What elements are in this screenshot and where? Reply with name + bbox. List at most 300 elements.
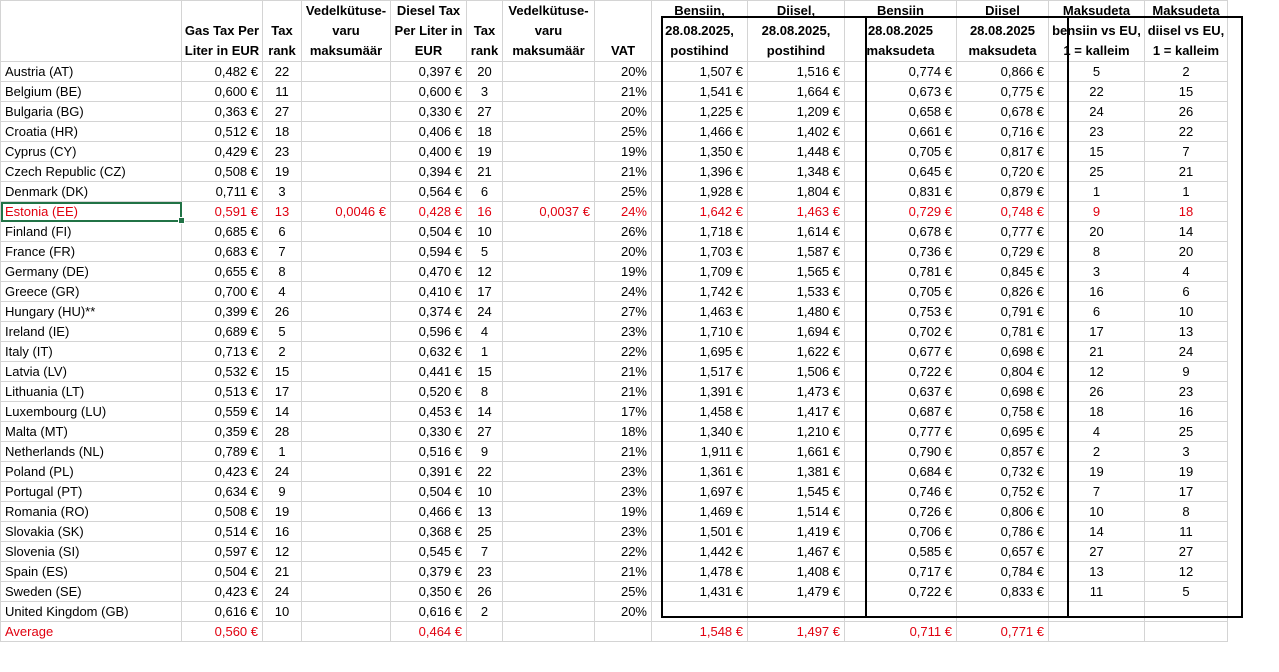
cell-vat[interactable]	[595, 622, 652, 642]
cell-diesel-pump-price[interactable]: 1,587 €	[748, 242, 845, 262]
cell-diesel-tax[interactable]: 0,470 €	[391, 262, 467, 282]
cell-diesel-tax[interactable]: 0,330 €	[391, 102, 467, 122]
cell-petrol-pretax-price[interactable]: 0,585 €	[845, 542, 957, 562]
cell-country[interactable]: Italy (IT)	[1, 342, 182, 362]
cell-gas-reserve-rate[interactable]	[302, 442, 391, 462]
cell-petrol-pretax-rank[interactable]: 10	[1049, 502, 1145, 522]
cell-diesel-pretax-rank[interactable]: 11	[1145, 522, 1228, 542]
cell-country[interactable]: Malta (MT)	[1, 422, 182, 442]
cell-petrol-pump-price[interactable]: 1,463 €	[652, 302, 748, 322]
cell-petrol-pump-price[interactable]: 1,501 €	[652, 522, 748, 542]
cell-gas-tax[interactable]: 0,514 €	[182, 522, 263, 542]
cell-gas-reserve-rate[interactable]	[302, 162, 391, 182]
cell-diesel-pump-price[interactable]: 1,533 €	[748, 282, 845, 302]
cell-gas-tax-rank[interactable]: 13	[263, 202, 302, 222]
cell-petrol-pretax-rank[interactable]: 16	[1049, 282, 1145, 302]
cell-diesel-tax[interactable]: 0,596 €	[391, 322, 467, 342]
cell-diesel-tax-rank[interactable]: 21	[467, 162, 503, 182]
cell-diesel-tax[interactable]: 0,466 €	[391, 502, 467, 522]
cell-country[interactable]: Slovenia (SI)	[1, 542, 182, 562]
cell-gas-reserve-rate[interactable]	[302, 82, 391, 102]
cell-gas-tax-rank[interactable]: 1	[263, 442, 302, 462]
cell-diesel-pretax-rank[interactable]: 4	[1145, 262, 1228, 282]
cell-petrol-pump-price[interactable]: 1,911 €	[652, 442, 748, 462]
cell-gas-tax-rank[interactable]: 24	[263, 582, 302, 602]
cell-diesel-tax-rank[interactable]: 7	[467, 542, 503, 562]
cell-petrol-pretax-rank[interactable]: 5	[1049, 62, 1145, 82]
cell-diesel-pretax-price[interactable]: 0,784 €	[957, 562, 1049, 582]
cell-gas-tax-rank[interactable]: 8	[263, 262, 302, 282]
header-country[interactable]	[1, 1, 182, 62]
cell-diesel-pretax-price[interactable]: 0,857 €	[957, 442, 1049, 462]
cell-petrol-pump-price[interactable]: 1,742 €	[652, 282, 748, 302]
cell-petrol-pretax-rank[interactable]: 6	[1049, 302, 1145, 322]
cell-diesel-reserve-rate[interactable]	[503, 242, 595, 262]
cell-gas-reserve-rate[interactable]	[302, 242, 391, 262]
cell-diesel-pump-price[interactable]: 1,348 €	[748, 162, 845, 182]
cell-diesel-pump-price[interactable]: 1,448 €	[748, 142, 845, 162]
cell-vat[interactable]: 25%	[595, 122, 652, 142]
cell-country[interactable]: Sweden (SE)	[1, 582, 182, 602]
cell-gas-tax[interactable]: 0,685 €	[182, 222, 263, 242]
cell-country[interactable]: Netherlands (NL)	[1, 442, 182, 462]
header-diesel-reserve-rate[interactable]: Vedelkütuse-varu maksumäär	[503, 1, 595, 62]
cell-petrol-pump-price[interactable]: 1,361 €	[652, 462, 748, 482]
header-gas-tax-rank[interactable]: Tax rank	[263, 1, 302, 62]
cell-diesel-pump-price[interactable]: 1,565 €	[748, 262, 845, 282]
cell-petrol-pretax-price[interactable]: 0,729 €	[845, 202, 957, 222]
cell-diesel-tax[interactable]: 0,350 €	[391, 582, 467, 602]
cell-diesel-tax-rank[interactable]: 6	[467, 182, 503, 202]
cell-petrol-pretax-price[interactable]: 0,777 €	[845, 422, 957, 442]
cell-country[interactable]: Latvia (LV)	[1, 362, 182, 382]
cell-petrol-pretax-rank[interactable]: 8	[1049, 242, 1145, 262]
cell-diesel-reserve-rate[interactable]	[503, 402, 595, 422]
cell-vat[interactable]: 24%	[595, 202, 652, 222]
cell-country[interactable]: Spain (ES)	[1, 562, 182, 582]
cell-vat[interactable]: 20%	[595, 62, 652, 82]
cell-petrol-pretax-price[interactable]: 0,645 €	[845, 162, 957, 182]
header-petrol-pretax-price[interactable]: Bensiin 28.08.2025 maksudeta	[845, 1, 957, 62]
cell-diesel-tax-rank[interactable]: 27	[467, 102, 503, 122]
cell-diesel-pretax-price[interactable]: 0,804 €	[957, 362, 1049, 382]
cell-gas-reserve-rate[interactable]	[302, 542, 391, 562]
cell-diesel-pretax-rank[interactable]: 10	[1145, 302, 1228, 322]
cell-diesel-pretax-price[interactable]: 0,845 €	[957, 262, 1049, 282]
cell-vat[interactable]: 21%	[595, 442, 652, 462]
cell-diesel-pretax-price[interactable]: 0,806 €	[957, 502, 1049, 522]
cell-diesel-pump-price[interactable]: 1,804 €	[748, 182, 845, 202]
cell-gas-tax-rank[interactable]: 22	[263, 62, 302, 82]
cell-diesel-pump-price[interactable]: 1,210 €	[748, 422, 845, 442]
cell-diesel-pretax-price[interactable]: 0,716 €	[957, 122, 1049, 142]
cell-vat[interactable]: 21%	[595, 562, 652, 582]
cell-gas-tax[interactable]: 0,700 €	[182, 282, 263, 302]
cell-gas-tax-rank[interactable]: 17	[263, 382, 302, 402]
cell-country[interactable]: Luxembourg (LU)	[1, 402, 182, 422]
cell-diesel-pump-price[interactable]: 1,479 €	[748, 582, 845, 602]
cell-vat[interactable]: 23%	[595, 462, 652, 482]
cell-gas-reserve-rate[interactable]	[302, 222, 391, 242]
cell-gas-tax-rank[interactable]: 15	[263, 362, 302, 382]
cell-petrol-pretax-rank[interactable]: 18	[1049, 402, 1145, 422]
cell-diesel-tax[interactable]: 0,632 €	[391, 342, 467, 362]
cell-gas-tax-rank[interactable]: 4	[263, 282, 302, 302]
cell-diesel-tax[interactable]: 0,441 €	[391, 362, 467, 382]
cell-vat[interactable]: 19%	[595, 262, 652, 282]
header-diesel-tax[interactable]: Diesel Tax Per Liter in EUR	[391, 1, 467, 62]
cell-diesel-tax-rank[interactable]: 1	[467, 342, 503, 362]
cell-diesel-reserve-rate[interactable]	[503, 502, 595, 522]
cell-petrol-pretax-rank[interactable]: 14	[1049, 522, 1145, 542]
cell-petrol-pretax-rank[interactable]: 2	[1049, 442, 1145, 462]
cell-diesel-pretax-rank[interactable]: 9	[1145, 362, 1228, 382]
cell-petrol-pump-price[interactable]: 1,431 €	[652, 582, 748, 602]
cell-petrol-pretax-rank[interactable]: 13	[1049, 562, 1145, 582]
cell-diesel-reserve-rate[interactable]	[503, 382, 595, 402]
cell-diesel-tax[interactable]: 0,504 €	[391, 482, 467, 502]
cell-diesel-pretax-price[interactable]: 0,866 €	[957, 62, 1049, 82]
cell-diesel-pretax-price[interactable]: 0,729 €	[957, 242, 1049, 262]
cell-country[interactable]: Ireland (IE)	[1, 322, 182, 342]
cell-diesel-tax[interactable]: 0,368 €	[391, 522, 467, 542]
cell-petrol-pretax-rank[interactable]: 15	[1049, 142, 1145, 162]
cell-gas-reserve-rate[interactable]	[302, 342, 391, 362]
cell-petrol-pretax-price[interactable]: 0,706 €	[845, 522, 957, 542]
cell-diesel-pretax-rank[interactable]: 17	[1145, 482, 1228, 502]
cell-diesel-reserve-rate[interactable]	[503, 122, 595, 142]
cell-petrol-pump-price[interactable]: 1,350 €	[652, 142, 748, 162]
cell-gas-tax-rank[interactable]: 18	[263, 122, 302, 142]
cell-diesel-tax[interactable]: 0,400 €	[391, 142, 467, 162]
cell-gas-tax[interactable]: 0,789 €	[182, 442, 263, 462]
cell-gas-tax[interactable]: 0,508 €	[182, 502, 263, 522]
cell-country[interactable]: Portugal (PT)	[1, 482, 182, 502]
cell-petrol-pretax-rank[interactable]: 26	[1049, 382, 1145, 402]
cell-diesel-reserve-rate[interactable]	[503, 542, 595, 562]
cell-diesel-pretax-price[interactable]: 0,781 €	[957, 322, 1049, 342]
cell-diesel-tax-rank[interactable]: 8	[467, 382, 503, 402]
cell-diesel-pretax-price[interactable]: 0,791 €	[957, 302, 1049, 322]
cell-diesel-pump-price[interactable]: 1,506 €	[748, 362, 845, 382]
cell-petrol-pump-price[interactable]: 1,703 €	[652, 242, 748, 262]
cell-diesel-pretax-price[interactable]: 0,771 €	[957, 622, 1049, 642]
cell-petrol-pump-price[interactable]: 1,541 €	[652, 82, 748, 102]
cell-vat[interactable]: 21%	[595, 162, 652, 182]
cell-diesel-pretax-rank[interactable]: 15	[1145, 82, 1228, 102]
cell-petrol-pump-price[interactable]: 1,695 €	[652, 342, 748, 362]
cell-petrol-pretax-rank[interactable]: 24	[1049, 102, 1145, 122]
cell-diesel-pretax-price[interactable]: 0,698 €	[957, 342, 1049, 362]
cell-gas-tax-rank[interactable]: 5	[263, 322, 302, 342]
header-gas-reserve-rate[interactable]: Vedelkütuse-varu maksumäär	[302, 1, 391, 62]
cell-diesel-pretax-rank[interactable]: 1	[1145, 182, 1228, 202]
cell-gas-tax-rank[interactable]: 23	[263, 142, 302, 162]
cell-petrol-pretax-price[interactable]	[845, 602, 957, 622]
cell-gas-tax-rank[interactable]: 2	[263, 342, 302, 362]
cell-diesel-pretax-rank[interactable]: 7	[1145, 142, 1228, 162]
cell-petrol-pretax-rank[interactable]: 12	[1049, 362, 1145, 382]
cell-diesel-tax-rank[interactable]: 13	[467, 502, 503, 522]
cell-diesel-pretax-rank[interactable]: 12	[1145, 562, 1228, 582]
cell-diesel-reserve-rate[interactable]	[503, 62, 595, 82]
cell-vat[interactable]: 22%	[595, 542, 652, 562]
cell-diesel-tax-rank[interactable]: 20	[467, 62, 503, 82]
cell-country[interactable]: Poland (PL)	[1, 462, 182, 482]
cell-diesel-pump-price[interactable]: 1,480 €	[748, 302, 845, 322]
cell-gas-tax[interactable]: 0,423 €	[182, 582, 263, 602]
cell-diesel-reserve-rate[interactable]	[503, 562, 595, 582]
cell-gas-tax[interactable]: 0,429 €	[182, 142, 263, 162]
cell-diesel-tax[interactable]: 0,516 €	[391, 442, 467, 462]
cell-country[interactable]: Average	[1, 622, 182, 642]
cell-diesel-tax[interactable]: 0,391 €	[391, 462, 467, 482]
cell-country[interactable]: United Kingdom (GB)	[1, 602, 182, 622]
cell-diesel-pump-price[interactable]: 1,408 €	[748, 562, 845, 582]
cell-country[interactable]: Croatia (HR)	[1, 122, 182, 142]
cell-diesel-pretax-price[interactable]: 0,879 €	[957, 182, 1049, 202]
cell-petrol-pretax-price[interactable]: 0,753 €	[845, 302, 957, 322]
cell-diesel-tax-rank[interactable]: 2	[467, 602, 503, 622]
cell-petrol-pretax-rank[interactable]: 9	[1049, 202, 1145, 222]
cell-petrol-pretax-price[interactable]: 0,726 €	[845, 502, 957, 522]
cell-gas-tax-rank[interactable]	[263, 622, 302, 642]
cell-petrol-pretax-price[interactable]: 0,661 €	[845, 122, 957, 142]
cell-diesel-tax-rank[interactable]: 22	[467, 462, 503, 482]
cell-gas-tax-rank[interactable]: 3	[263, 182, 302, 202]
cell-diesel-pretax-rank[interactable]: 19	[1145, 462, 1228, 482]
cell-gas-tax[interactable]: 0,532 €	[182, 362, 263, 382]
cell-diesel-tax[interactable]: 0,428 €	[391, 202, 467, 222]
cell-gas-reserve-rate[interactable]	[302, 502, 391, 522]
cell-diesel-pump-price[interactable]: 1,473 €	[748, 382, 845, 402]
cell-petrol-pump-price[interactable]: 1,718 €	[652, 222, 748, 242]
cell-petrol-pretax-price[interactable]: 0,637 €	[845, 382, 957, 402]
cell-gas-reserve-rate[interactable]	[302, 522, 391, 542]
cell-diesel-pump-price[interactable]: 1,661 €	[748, 442, 845, 462]
cell-petrol-pretax-price[interactable]: 0,673 €	[845, 82, 957, 102]
cell-gas-tax[interactable]: 0,683 €	[182, 242, 263, 262]
cell-gas-reserve-rate[interactable]	[302, 102, 391, 122]
cell-country[interactable]: Bulgaria (BG)	[1, 102, 182, 122]
cell-diesel-tax-rank[interactable]: 23	[467, 562, 503, 582]
cell-diesel-pump-price[interactable]: 1,402 €	[748, 122, 845, 142]
cell-diesel-pretax-rank[interactable]: 18	[1145, 202, 1228, 222]
cell-diesel-tax-rank[interactable]	[467, 622, 503, 642]
cell-gas-reserve-rate[interactable]	[302, 142, 391, 162]
cell-petrol-pump-price[interactable]: 1,225 €	[652, 102, 748, 122]
cell-petrol-pretax-rank[interactable]: 20	[1049, 222, 1145, 242]
cell-gas-reserve-rate[interactable]	[302, 382, 391, 402]
cell-gas-reserve-rate[interactable]	[302, 302, 391, 322]
cell-gas-tax-rank[interactable]: 21	[263, 562, 302, 582]
header-petrol-pretax-rank[interactable]: Maksudeta bensiin vs EU, 1 = kalleim	[1049, 1, 1145, 62]
cell-diesel-tax[interactable]: 0,406 €	[391, 122, 467, 142]
cell-diesel-tax-rank[interactable]: 19	[467, 142, 503, 162]
cell-diesel-pretax-rank[interactable]: 3	[1145, 442, 1228, 462]
cell-petrol-pump-price[interactable]: 1,478 €	[652, 562, 748, 582]
cell-country[interactable]: Romania (RO)	[1, 502, 182, 522]
cell-vat[interactable]: 23%	[595, 522, 652, 542]
cell-diesel-reserve-rate[interactable]	[503, 102, 595, 122]
cell-gas-reserve-rate[interactable]	[302, 362, 391, 382]
cell-vat[interactable]: 26%	[595, 222, 652, 242]
cell-diesel-tax-rank[interactable]: 3	[467, 82, 503, 102]
cell-diesel-tax[interactable]: 0,394 €	[391, 162, 467, 182]
cell-diesel-reserve-rate[interactable]	[503, 322, 595, 342]
cell-diesel-reserve-rate[interactable]	[503, 182, 595, 202]
cell-petrol-pump-price[interactable]: 1,396 €	[652, 162, 748, 182]
cell-diesel-reserve-rate[interactable]	[503, 82, 595, 102]
cell-gas-tax[interactable]: 0,655 €	[182, 262, 263, 282]
cell-diesel-pump-price[interactable]: 1,417 €	[748, 402, 845, 422]
cell-gas-tax[interactable]: 0,423 €	[182, 462, 263, 482]
cell-diesel-pretax-price[interactable]	[957, 602, 1049, 622]
cell-diesel-pretax-rank[interactable]: 20	[1145, 242, 1228, 262]
cell-country[interactable]: Austria (AT)	[1, 62, 182, 82]
cell-gas-tax[interactable]: 0,634 €	[182, 482, 263, 502]
cell-diesel-pretax-rank[interactable]: 2	[1145, 62, 1228, 82]
cell-gas-reserve-rate[interactable]: 0,0046 €	[302, 202, 391, 222]
cell-diesel-pretax-price[interactable]: 0,758 €	[957, 402, 1049, 422]
cell-country[interactable]: Hungary (HU)**	[1, 302, 182, 322]
cell-petrol-pretax-rank[interactable]: 25	[1049, 162, 1145, 182]
cell-vat[interactable]: 19%	[595, 502, 652, 522]
cell-vat[interactable]: 25%	[595, 182, 652, 202]
cell-petrol-pretax-price[interactable]: 0,722 €	[845, 582, 957, 602]
cell-vat[interactable]: 25%	[595, 582, 652, 602]
cell-diesel-pretax-rank[interactable]: 14	[1145, 222, 1228, 242]
cell-diesel-pretax-rank[interactable]: 16	[1145, 402, 1228, 422]
cell-gas-tax[interactable]: 0,713 €	[182, 342, 263, 362]
cell-vat[interactable]: 19%	[595, 142, 652, 162]
cell-vat[interactable]: 23%	[595, 482, 652, 502]
cell-petrol-pump-price[interactable]: 1,697 €	[652, 482, 748, 502]
cell-vat[interactable]: 20%	[595, 242, 652, 262]
cell-petrol-pretax-price[interactable]: 0,678 €	[845, 222, 957, 242]
cell-vat[interactable]: 21%	[595, 82, 652, 102]
cell-diesel-tax-rank[interactable]: 18	[467, 122, 503, 142]
cell-diesel-reserve-rate[interactable]	[503, 162, 595, 182]
cell-diesel-pretax-price[interactable]: 0,698 €	[957, 382, 1049, 402]
cell-petrol-pretax-price[interactable]: 0,790 €	[845, 442, 957, 462]
cell-vat[interactable]: 23%	[595, 322, 652, 342]
cell-gas-tax-rank[interactable]: 24	[263, 462, 302, 482]
cell-diesel-pretax-price[interactable]: 0,678 €	[957, 102, 1049, 122]
cell-country[interactable]: Denmark (DK)	[1, 182, 182, 202]
cell-gas-tax[interactable]: 0,560 €	[182, 622, 263, 642]
cell-gas-tax-rank[interactable]: 10	[263, 602, 302, 622]
cell-vat[interactable]: 20%	[595, 102, 652, 122]
cell-diesel-tax[interactable]: 0,564 €	[391, 182, 467, 202]
cell-petrol-pretax-price[interactable]: 0,781 €	[845, 262, 957, 282]
cell-petrol-pump-price[interactable]: 1,642 €	[652, 202, 748, 222]
cell-petrol-pretax-price[interactable]: 0,684 €	[845, 462, 957, 482]
cell-diesel-tax[interactable]: 0,464 €	[391, 622, 467, 642]
cell-gas-tax-rank[interactable]: 27	[263, 102, 302, 122]
cell-diesel-tax-rank[interactable]: 10	[467, 482, 503, 502]
header-petrol-pump-price[interactable]: Bensiin, 28.08.2025, postihind	[652, 1, 748, 62]
cell-gas-reserve-rate[interactable]	[302, 402, 391, 422]
cell-gas-tax[interactable]: 0,616 €	[182, 602, 263, 622]
cell-petrol-pretax-price[interactable]: 0,736 €	[845, 242, 957, 262]
cell-diesel-pretax-price[interactable]: 0,720 €	[957, 162, 1049, 182]
cell-vat[interactable]: 21%	[595, 382, 652, 402]
cell-diesel-pretax-rank[interactable]: 27	[1145, 542, 1228, 562]
cell-diesel-pretax-rank[interactable]: 6	[1145, 282, 1228, 302]
cell-gas-reserve-rate[interactable]	[302, 262, 391, 282]
cell-diesel-pretax-price[interactable]: 0,833 €	[957, 582, 1049, 602]
cell-diesel-pretax-rank[interactable]: 26	[1145, 102, 1228, 122]
cell-gas-reserve-rate[interactable]	[302, 482, 391, 502]
cell-diesel-pump-price[interactable]: 1,419 €	[748, 522, 845, 542]
cell-diesel-pump-price[interactable]: 1,381 €	[748, 462, 845, 482]
cell-petrol-pretax-price[interactable]: 0,831 €	[845, 182, 957, 202]
cell-petrol-pump-price[interactable]: 1,442 €	[652, 542, 748, 562]
cell-diesel-tax-rank[interactable]: 25	[467, 522, 503, 542]
header-vat[interactable]: VAT	[595, 1, 652, 62]
cell-diesel-tax[interactable]: 0,616 €	[391, 602, 467, 622]
cell-petrol-pump-price[interactable]: 1,710 €	[652, 322, 748, 342]
cell-diesel-pretax-rank[interactable]: 24	[1145, 342, 1228, 362]
cell-diesel-pump-price[interactable]: 1,514 €	[748, 502, 845, 522]
cell-diesel-reserve-rate[interactable]	[503, 582, 595, 602]
cell-diesel-pretax-price[interactable]: 0,786 €	[957, 522, 1049, 542]
cell-petrol-pump-price[interactable]: 1,391 €	[652, 382, 748, 402]
cell-diesel-pretax-rank[interactable]: 23	[1145, 382, 1228, 402]
cell-diesel-pretax-rank[interactable]	[1145, 602, 1228, 622]
cell-diesel-pretax-rank[interactable]: 21	[1145, 162, 1228, 182]
cell-diesel-reserve-rate[interactable]	[503, 622, 595, 642]
cell-diesel-pretax-rank[interactable]: 8	[1145, 502, 1228, 522]
cell-diesel-tax-rank[interactable]: 12	[467, 262, 503, 282]
cell-diesel-tax[interactable]: 0,594 €	[391, 242, 467, 262]
cell-diesel-pump-price[interactable]: 1,545 €	[748, 482, 845, 502]
cell-country[interactable]: Slovakia (SK)	[1, 522, 182, 542]
cell-petrol-pump-price[interactable]: 1,469 €	[652, 502, 748, 522]
cell-diesel-tax-rank[interactable]: 14	[467, 402, 503, 422]
cell-gas-tax[interactable]: 0,559 €	[182, 402, 263, 422]
cell-petrol-pump-price[interactable]: 1,928 €	[652, 182, 748, 202]
cell-gas-reserve-rate[interactable]	[302, 622, 391, 642]
cell-diesel-pretax-rank[interactable]	[1145, 622, 1228, 642]
cell-petrol-pretax-rank[interactable]: 21	[1049, 342, 1145, 362]
cell-diesel-reserve-rate[interactable]	[503, 442, 595, 462]
cell-gas-tax-rank[interactable]: 28	[263, 422, 302, 442]
cell-diesel-pump-price[interactable]: 1,463 €	[748, 202, 845, 222]
cell-petrol-pump-price[interactable]	[652, 602, 748, 622]
cell-country[interactable]: France (FR)	[1, 242, 182, 262]
cell-diesel-tax[interactable]: 0,397 €	[391, 62, 467, 82]
cell-country[interactable]: Greece (GR)	[1, 282, 182, 302]
header-diesel-pretax-rank[interactable]: Maksudeta diisel vs EU, 1 = kalleim	[1145, 1, 1228, 62]
cell-diesel-pretax-rank[interactable]: 22	[1145, 122, 1228, 142]
cell-diesel-tax[interactable]: 0,545 €	[391, 542, 467, 562]
cell-gas-reserve-rate[interactable]	[302, 462, 391, 482]
cell-diesel-tax[interactable]: 0,520 €	[391, 382, 467, 402]
cell-diesel-pretax-price[interactable]: 0,732 €	[957, 462, 1049, 482]
cell-petrol-pump-price[interactable]: 1,709 €	[652, 262, 748, 282]
cell-diesel-reserve-rate[interactable]	[503, 342, 595, 362]
cell-petrol-pretax-rank[interactable]: 7	[1049, 482, 1145, 502]
cell-diesel-tax-rank[interactable]: 17	[467, 282, 503, 302]
cell-petrol-pump-price[interactable]: 1,517 €	[652, 362, 748, 382]
cell-gas-tax[interactable]: 0,600 €	[182, 82, 263, 102]
cell-diesel-tax-rank[interactable]: 5	[467, 242, 503, 262]
fill-handle[interactable]	[178, 217, 185, 224]
cell-diesel-reserve-rate[interactable]: 0,0037 €	[503, 202, 595, 222]
cell-petrol-pretax-price[interactable]: 0,705 €	[845, 142, 957, 162]
